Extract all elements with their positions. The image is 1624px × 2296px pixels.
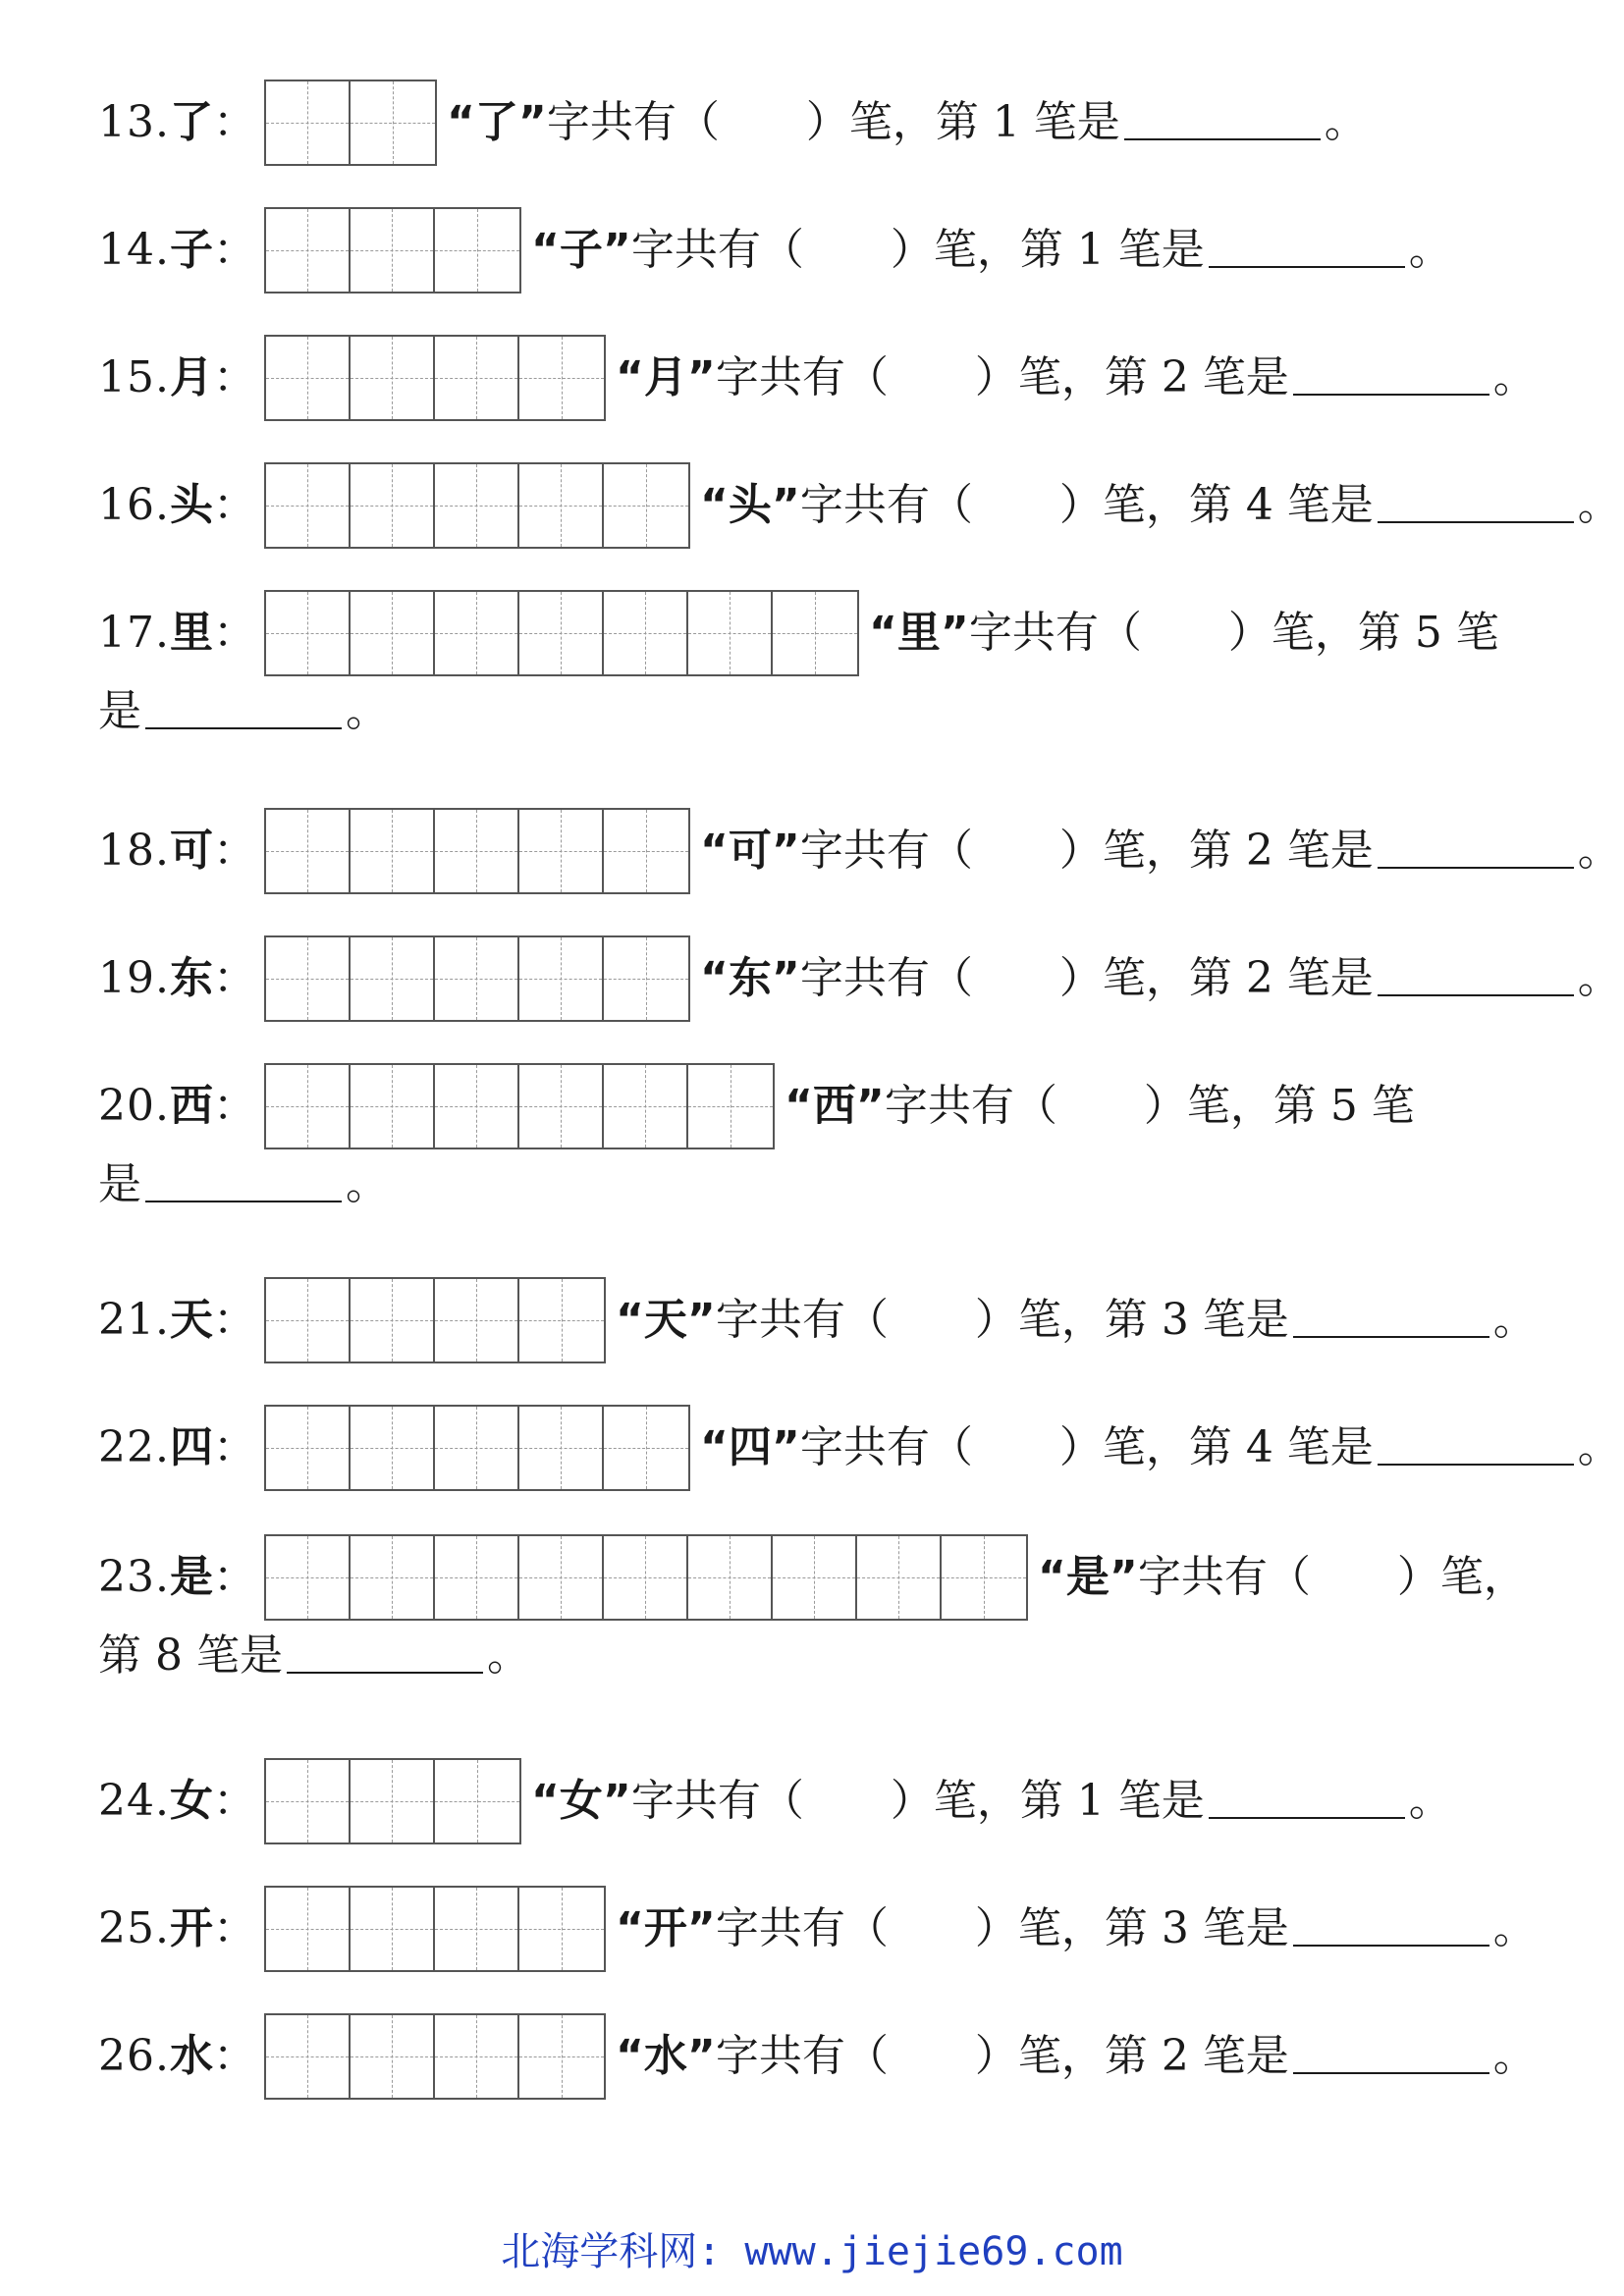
writing-cell[interactable] [266,592,351,674]
writing-cell[interactable] [519,464,604,547]
question-13 [98,79,1368,167]
quoted-character: “女” [530,1776,631,1826]
period: 。 [1577,826,1621,876]
question-text: 字共有（ ）笔，第 5 笔 [968,608,1499,658]
stroke-order-grid [264,80,437,166]
writing-cell[interactable] [351,337,435,419]
question-number: 18. [98,826,170,876]
stroke-order-grid [264,1758,521,1844]
question-15 [98,334,1537,422]
writing-cell[interactable] [266,2015,351,2098]
period: 。 [486,1630,530,1681]
question-number: 21. [98,1295,170,1345]
answer-blank[interactable] [145,694,342,729]
colon-separator: ： [212,1295,256,1345]
period: 。 [1324,97,1368,147]
answer-blank[interactable] [1293,1911,1489,1947]
writing-cell[interactable] [266,464,351,547]
quoted-character: “子” [530,225,631,275]
period: 。 [346,686,389,736]
writing-cell[interactable] [435,1279,519,1362]
quoted-character: “头” [699,480,800,530]
writing-cell[interactable] [604,937,688,1020]
writing-cell[interactable] [604,810,688,892]
writing-cell[interactable] [519,1888,604,1970]
answer-blank[interactable] [1293,2039,1489,2074]
question-20 [98,1062,1415,1219]
answer-blank[interactable] [1209,1784,1405,1819]
writing-cell[interactable] [519,1065,604,1148]
quoted-character: “东” [699,953,800,1003]
question-character: 东 [169,953,213,1003]
question-25 [98,1885,1537,1973]
question-text: 字共有（ ）笔，第 1 笔是 [630,1776,1205,1826]
writing-cell[interactable] [266,1279,351,1362]
question-text: 字共有（ ）笔，第 1 笔是 [630,225,1205,275]
question-26 [98,2012,1537,2101]
question-text: 字共有（ ）笔，第 1 笔是 [546,97,1120,147]
answer-blank[interactable] [1209,233,1405,268]
writing-cell[interactable] [773,592,857,674]
writing-cell[interactable] [519,337,604,419]
question-24 [98,1757,1452,1845]
question-text: 字共有（ ）笔，第 2 笔是 [715,352,1289,402]
colon-separator: ： [212,2031,256,2081]
writing-cell[interactable] [266,337,351,419]
writing-cell[interactable] [519,2015,604,2098]
writing-cell[interactable] [435,337,519,419]
stroke-order-grid [264,808,690,894]
question-character: 头 [169,480,213,530]
quoted-character: “是” [1037,1552,1138,1602]
colon-separator: ： [212,1776,256,1826]
footer-text: 北海学科网: www.jiejie69.com [501,2229,1123,2274]
continuation-text: 是 [98,1159,141,1209]
question-text: 字共有（ ）笔，第 3 笔是 [715,1295,1289,1345]
question-text: 字共有（ ）笔，第 2 笔是 [799,826,1374,876]
period: 。 [1408,1776,1452,1826]
answer-blank[interactable] [1378,1430,1574,1466]
period: 。 [1577,480,1621,530]
writing-cell[interactable] [435,1065,519,1148]
writing-cell[interactable] [604,1407,688,1489]
period: 。 [1577,953,1621,1003]
question-number: 16. [98,480,170,530]
question-character: 四 [169,1422,213,1472]
footer-watermark [0,2220,1624,2276]
question-16 [98,461,1621,550]
stroke-order-grid [264,1277,606,1363]
question-21 [98,1276,1537,1364]
quoted-character: “月” [615,352,716,402]
period: 。 [1492,1903,1537,1953]
colon-separator: ： [212,608,256,658]
colon-separator: ： [212,480,256,530]
stroke-order-grid [264,1063,775,1149]
question-number: 15. [98,352,170,402]
question-character: 里 [169,608,213,658]
writing-cell[interactable] [266,81,351,164]
question-number: 24. [98,1776,170,1826]
stroke-order-grid [264,1886,606,1972]
writing-cell[interactable] [351,464,435,547]
writing-cell[interactable] [604,464,688,547]
question-continuation [98,677,1499,746]
writing-cell[interactable] [942,1536,1026,1619]
question-text: 字共有（ ）笔，第 5 笔 [884,1081,1415,1131]
writing-cell[interactable] [773,1536,857,1619]
writing-cell[interactable] [266,1760,351,1842]
continuation-text: 是 [98,686,141,736]
writing-cell[interactable] [519,1407,604,1489]
writing-cell[interactable] [266,209,351,292]
writing-cell[interactable] [351,1407,435,1489]
writing-cell[interactable] [435,464,519,547]
question-number: 13. [98,97,170,147]
quoted-character: “水” [615,2031,716,2081]
question-22 [98,1404,1621,1492]
question-text: 字共有（ ）笔， [1137,1552,1527,1602]
question-character: 女 [169,1776,213,1826]
stroke-order-grid [264,462,690,549]
question-character: 水 [169,2031,213,2081]
writing-cell[interactable] [519,810,604,892]
question-text: 字共有（ ）笔，第 2 笔是 [715,2031,1289,2081]
writing-cell[interactable] [266,1888,351,1970]
answer-blank[interactable] [287,1638,483,1674]
quoted-character: “里” [868,608,969,658]
writing-cell[interactable] [435,2015,519,2098]
writing-cell[interactable] [435,1407,519,1489]
writing-cell[interactable] [351,1888,435,1970]
question-number: 19. [98,953,170,1003]
quoted-character: “天” [615,1295,716,1345]
writing-cell[interactable] [519,937,604,1020]
question-text: 字共有（ ）笔，第 4 笔是 [799,1422,1374,1472]
writing-cell[interactable] [688,1536,773,1619]
question-number: 14. [98,225,170,275]
answer-blank[interactable] [1293,360,1489,396]
writing-cell[interactable] [435,1760,519,1842]
writing-cell[interactable] [351,592,435,674]
writing-cell[interactable] [435,1536,519,1619]
colon-separator: ： [212,1422,256,1472]
answer-blank[interactable] [1378,961,1574,996]
writing-cell[interactable] [266,937,351,1020]
question-number: 25. [98,1903,170,1953]
writing-cell[interactable] [351,810,435,892]
period: 。 [1408,225,1452,275]
stroke-order-grid [264,2013,606,2100]
question-23 [98,1533,1527,1690]
answer-blank[interactable] [1378,488,1574,523]
writing-cell[interactable] [266,810,351,892]
answer-blank[interactable] [1124,105,1321,140]
colon-separator: ： [212,1081,256,1131]
question-number: 17. [98,608,170,658]
writing-cell[interactable] [351,937,435,1020]
writing-cell[interactable] [351,1760,435,1842]
question-continuation [98,1622,1527,1690]
question-number: 22. [98,1422,170,1472]
question-continuation [98,1150,1415,1219]
question-character: 开 [169,1903,213,1953]
quoted-character: “开” [615,1903,716,1953]
quoted-character: “可” [699,826,800,876]
period: 。 [346,1159,389,1209]
writing-cell[interactable] [351,1065,435,1148]
colon-separator: ： [212,225,256,275]
question-number: 23. [98,1552,170,1602]
writing-cell[interactable] [435,592,519,674]
writing-cell[interactable] [435,209,519,292]
writing-cell[interactable] [351,81,435,164]
question-character: 西 [169,1081,213,1131]
question-18 [98,807,1621,895]
answer-blank[interactable] [1293,1303,1489,1338]
stroke-order-grid [264,590,859,676]
writing-cell[interactable] [519,592,604,674]
quoted-character: “四” [699,1422,800,1472]
colon-separator: ： [212,826,256,876]
writing-cell[interactable] [435,937,519,1020]
writing-cell[interactable] [266,1536,351,1619]
stroke-order-grid [264,1534,1028,1621]
continuation-text: 第 8 笔是 [98,1630,283,1681]
writing-cell[interactable] [688,592,773,674]
writing-cell[interactable] [604,1536,688,1619]
period: 。 [1492,1295,1537,1345]
writing-cell[interactable] [604,592,688,674]
answer-blank[interactable] [1378,833,1574,869]
question-number: 26. [98,2031,170,2081]
writing-cell[interactable] [351,2015,435,2098]
colon-separator: ： [212,352,256,402]
writing-cell[interactable] [435,1888,519,1970]
stroke-order-grid [264,207,521,294]
writing-cell[interactable] [351,1536,435,1619]
question-14 [98,206,1452,294]
stroke-order-grid [264,1405,690,1491]
question-character: 可 [169,826,213,876]
colon-separator: ： [212,1903,256,1953]
question-17 [98,589,1499,746]
writing-cell[interactable] [857,1536,942,1619]
question-text: 字共有（ ）笔，第 2 笔是 [799,953,1374,1003]
quoted-character: “了” [446,97,547,147]
writing-cell[interactable] [435,810,519,892]
period: 。 [1492,2031,1537,2081]
question-character: 月 [169,352,213,402]
question-text: 字共有（ ）笔，第 4 笔是 [799,480,1374,530]
writing-cell[interactable] [266,1407,351,1489]
stroke-order-grid [264,935,690,1022]
colon-separator: ： [212,953,256,1003]
writing-cell[interactable] [351,209,435,292]
colon-separator: ： [212,97,256,147]
writing-cell[interactable] [266,1065,351,1148]
question-character: 天 [169,1295,213,1345]
question-character: 是 [169,1552,213,1602]
writing-cell[interactable] [604,1065,688,1148]
writing-cell[interactable] [519,1536,604,1619]
question-character: 了 [169,97,213,147]
stroke-order-grid [264,335,606,421]
question-19 [98,934,1621,1023]
writing-cell[interactable] [519,1279,604,1362]
answer-blank[interactable] [145,1167,342,1202]
question-character: 子 [169,225,213,275]
writing-cell[interactable] [688,1065,773,1148]
question-number: 20. [98,1081,170,1131]
colon-separator: ： [212,1552,256,1602]
period: 。 [1492,352,1537,402]
quoted-character: “西” [784,1081,885,1131]
period: 。 [1577,1422,1621,1472]
writing-cell[interactable] [351,1279,435,1362]
question-text: 字共有（ ）笔，第 3 笔是 [715,1903,1289,1953]
